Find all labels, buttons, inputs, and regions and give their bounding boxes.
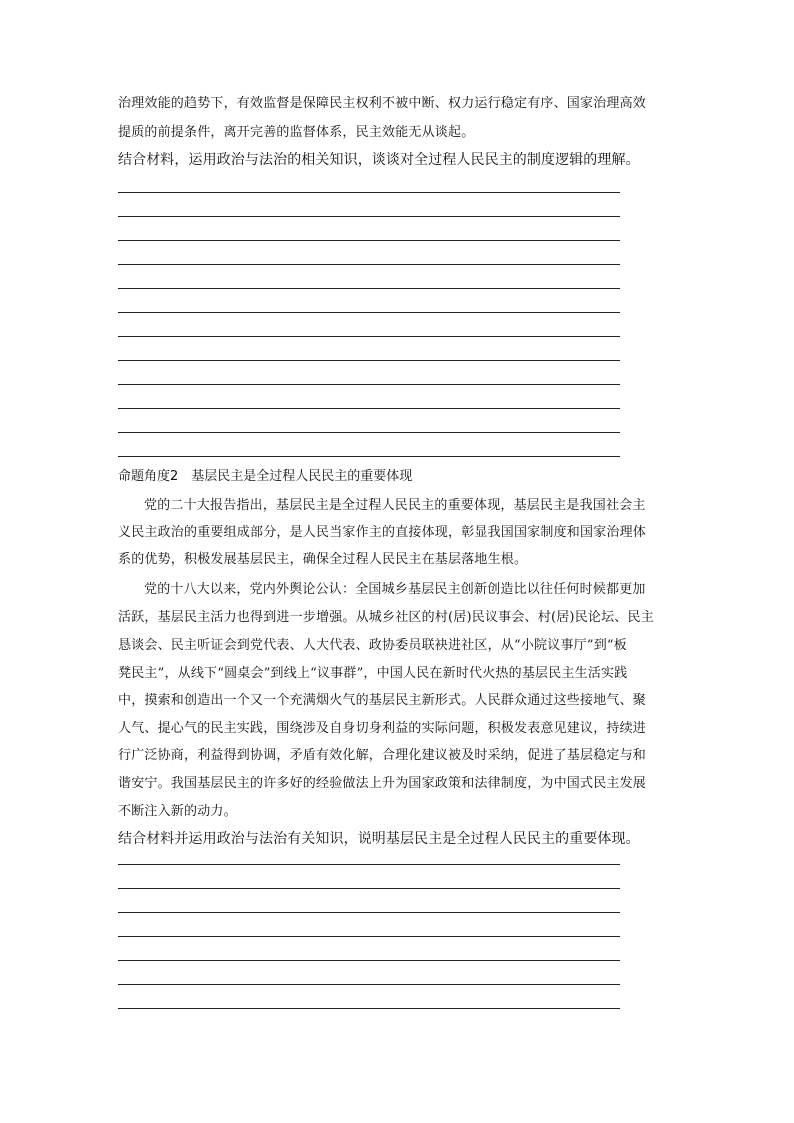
answer-line: [118, 288, 620, 289]
material-line: 恳谈会、民主听证会到党代表、人大代表、政协委员联袂进社区，从“小院议事厅”到“板: [118, 638, 627, 653]
material-line: 义民主政治的重要组成部分，是人民当家作主的直接体现，彰显我国国家制度和国家治理体: [118, 525, 647, 540]
answer-line: [118, 312, 620, 313]
answer-line: [118, 864, 620, 865]
material-line: 治理效能的趋势下，有效监督是保障民主权利不被中断、权力运行稳定有序、国家治理高效: [118, 96, 647, 111]
material-line: 不断注入新的动力。: [118, 804, 237, 819]
answer-line: [118, 888, 620, 889]
answer-line: [118, 336, 620, 337]
material-line: 党的二十大报告指出，基层民主是全过程人民民主的重要体现，基层民主是我国社会主: [144, 498, 646, 513]
material-line: 党的十八大以来，党内外舆论公认：全国城乡基层民主创新创造比以往任何时候都更加: [144, 582, 646, 597]
answer-line: [118, 912, 620, 913]
answer-line: [118, 456, 620, 457]
answer-line: [118, 984, 620, 985]
answer-line: [118, 408, 620, 409]
material-line: 系的优势，积极发展基层民主，确保全过程人民民主在基层落地生根。: [118, 552, 528, 567]
answer-line: [118, 384, 620, 385]
answer-line: [118, 360, 620, 361]
section-heading: 命题角度2 基层民主是全过程人民民主的重要体现: [118, 469, 413, 484]
question-text: 结合材料并运用政治与法治有关知识，说明基层民主是全过程人民民主的重要体现。: [118, 831, 640, 847]
answer-line: [118, 264, 620, 265]
material-line: 人气、提心气的民主实践，围绕涉及自身切身利益的实际问题，积极发表意见建议，持续进: [118, 721, 647, 736]
material-line: 提质的前提条件，离开完善的监督体系，民主效能无从谈起。: [118, 125, 475, 140]
answer-line: [118, 192, 620, 193]
answer-line: [118, 432, 620, 433]
answer-line: [118, 1008, 620, 1009]
material-line: 活跃，基层民主活力也得到进一步增强。从城乡社区的村(居)民议事会、村(居)民论坛、民主: [118, 610, 654, 625]
answer-line: [118, 936, 620, 937]
material-line: 谐安宁。我国基层民主的许多好的经验做法上升为国家政策和法律制度，为中国式民主发展: [118, 776, 647, 791]
answer-line: [118, 960, 620, 961]
material-line: 中，摸索和创造出一个又一个充满烟火气的基层民主新形式。人民群众通过这些接地气、聚: [118, 693, 647, 708]
answer-line: [118, 216, 620, 217]
question-text: 结合材料，运用政治与法治的相关知识，谈谈对全过程人民民主的制度逻辑的理解。: [118, 152, 640, 168]
material-line: 行广泛协商，利益得到协调，矛盾有效化解，合理化建议被及时采纳，促进了基层稳定与和: [118, 748, 647, 763]
material-line: 凳民主”，从线下“圆桌会”到线上“议事群”，中国人民在新时代火热的基层民主生活实践: [118, 666, 628, 681]
answer-line: [118, 240, 620, 241]
